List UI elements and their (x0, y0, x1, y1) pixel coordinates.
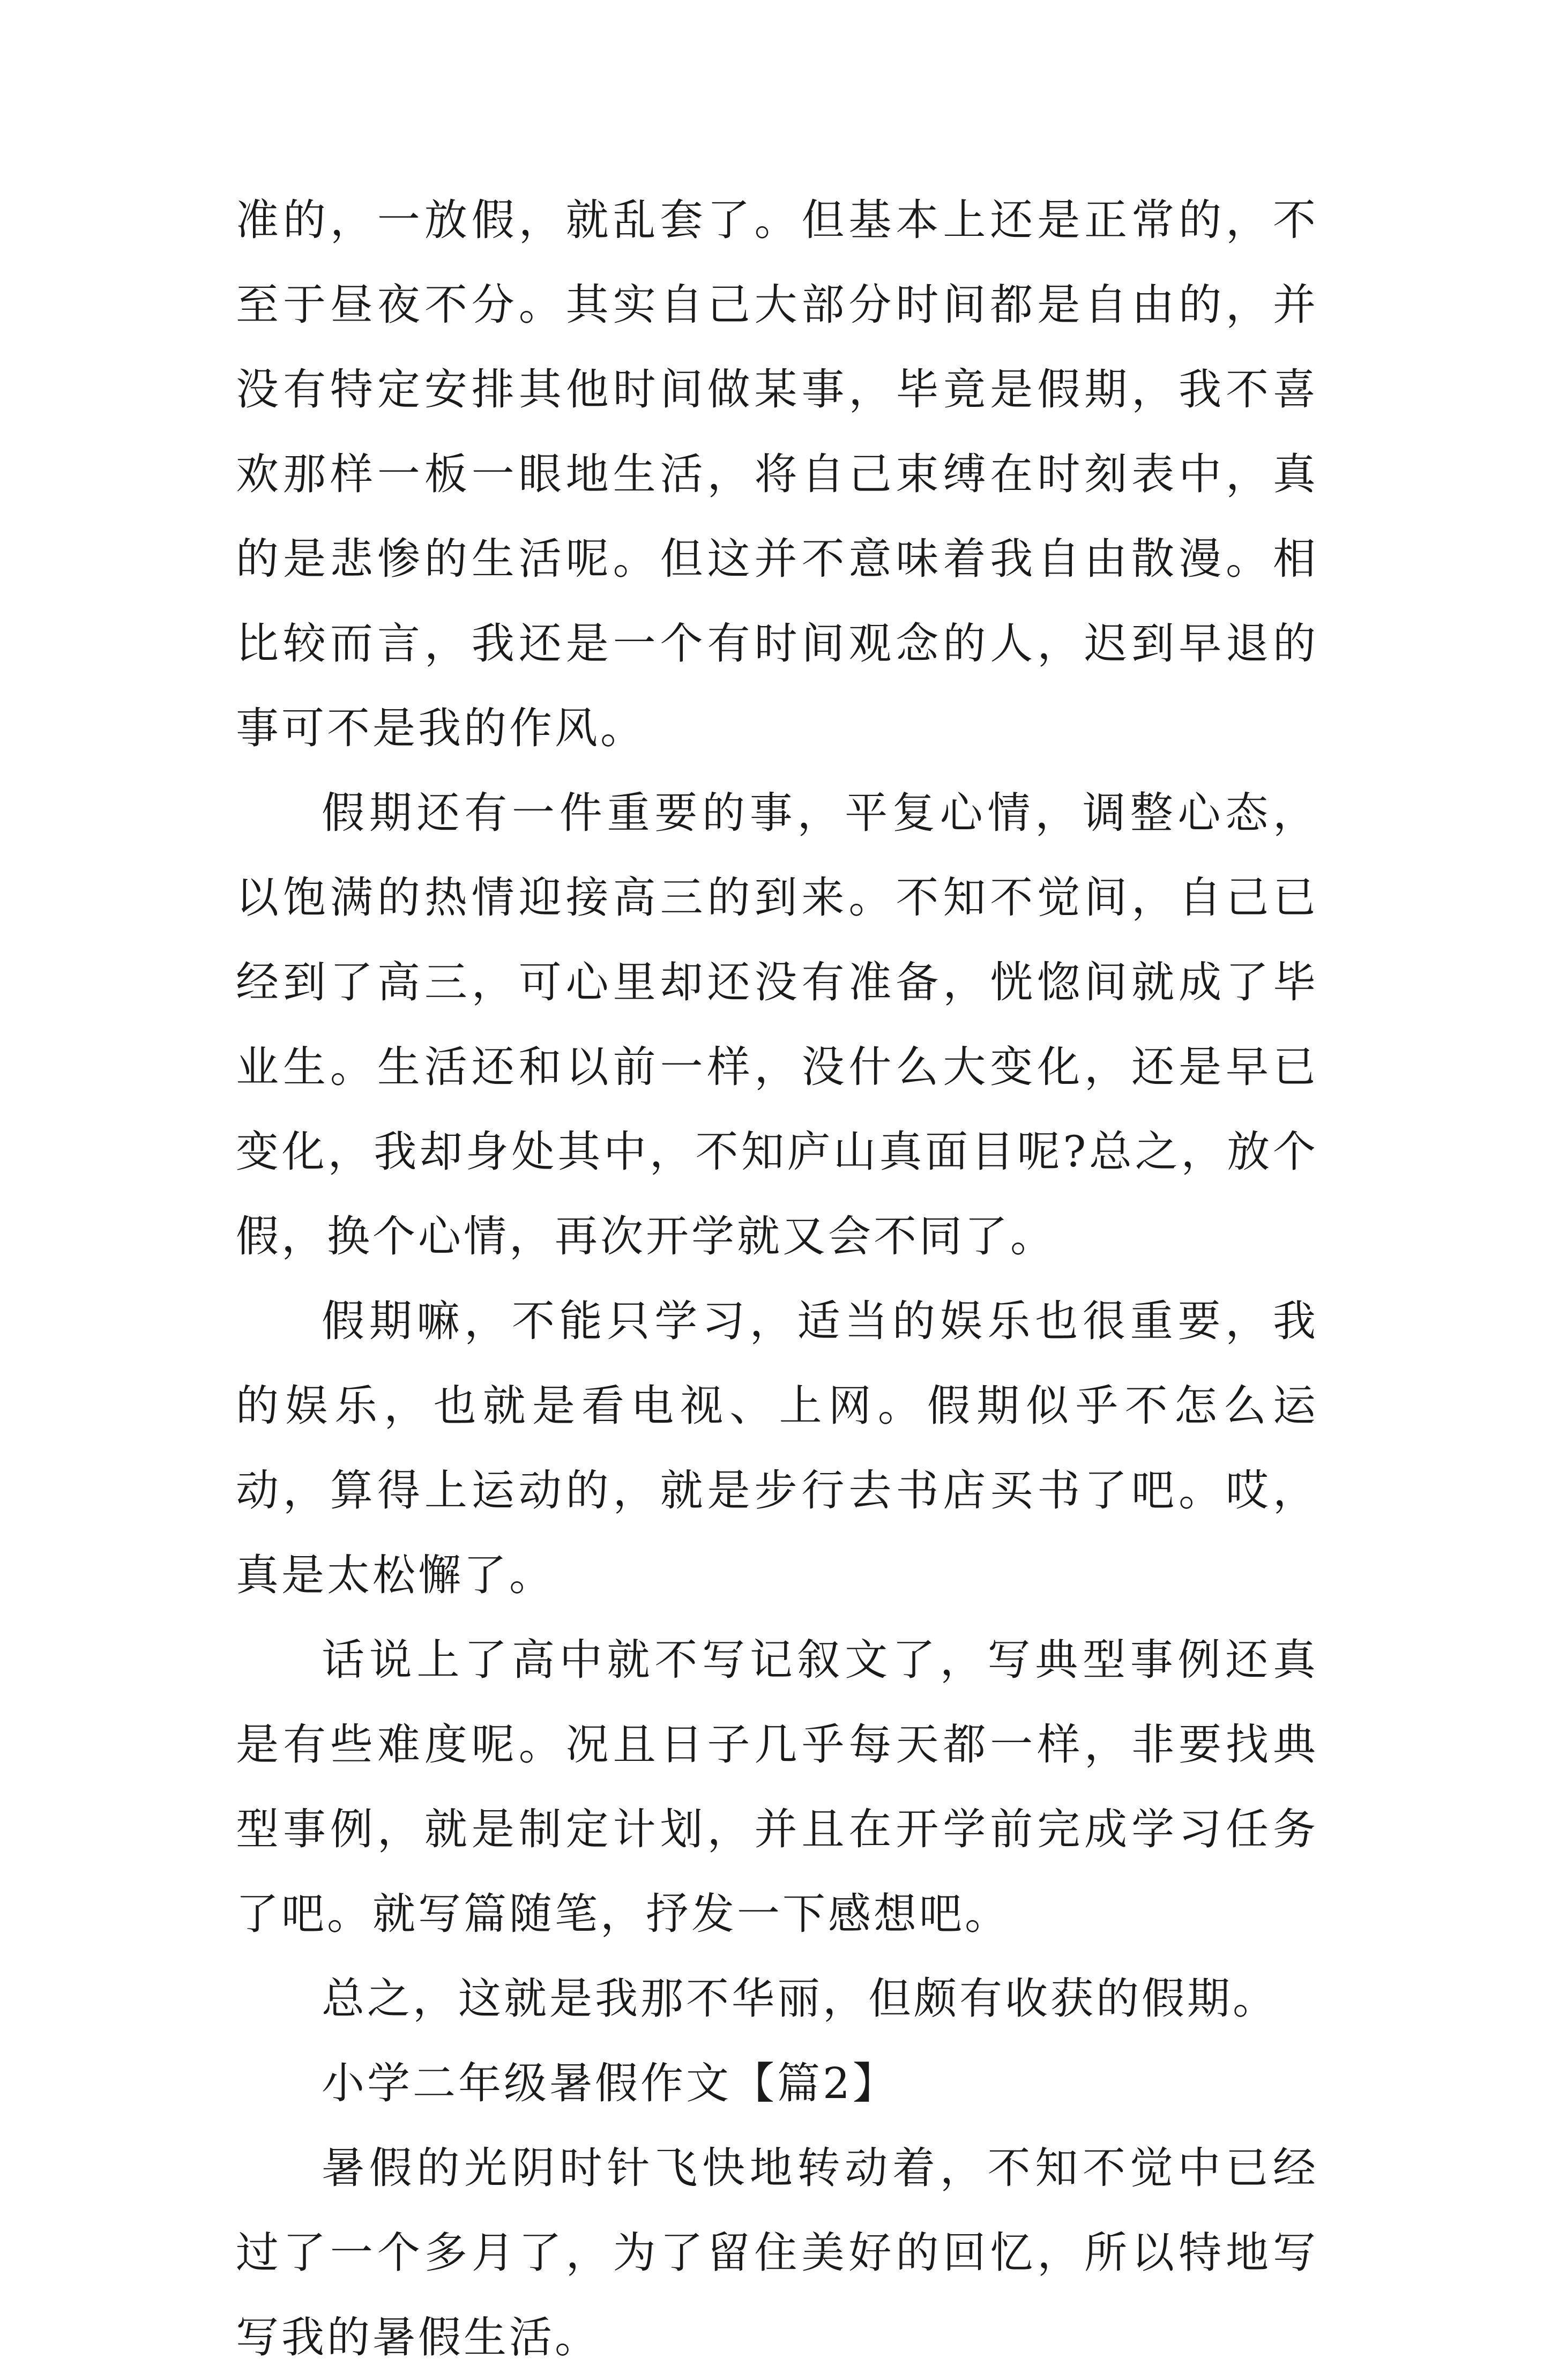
paragraph: 暑假的光阴时针飞快地转动着，不知不觉中已经过了一个多月了，为了留住美好的回忆，所以特地写写我的暑假生活。 (236, 2143, 1318, 2362)
section-heading: 小学二年级暑假作文【篇2】 (322, 2058, 898, 2108)
paragraph: 话说上了高中就不写记叙文了，写典型事例还真是有些难度呢。况且日子几乎每天都一样，非要找典型事例，就是制定计划，并且在开学前完成学习任务了吧。就写篇随笔，抒发一下感想吧。 (236, 1635, 1318, 1939)
paragraph: 假期嘛，不能只学习，适当的娱乐也很重要，我的娱乐，也就是看电视、上网。假期似乎不怎么运动，算得上运动的，就是步行去书店买书了吧。哎，真是太松懈了。 (236, 1296, 1318, 1600)
document-body (236, 178, 1318, 2380)
paragraph: 假期还有一件重要的事，平复心情，调整心态，以饱满的热情迎接高三的到来。不知不觉间，自己已经到了高三，可心里却还没有准备，恍惚间就成了毕业生。生活还和以前一样，没什么大变化，还是早已变化，我却身处其中，不知庐山真面目呢?总之，放个假，换个心情，再次开学就又会不同了。 (236, 788, 1318, 1261)
paragraph-continued: 准的，一放假，就乱套了。但基本上还是正常的，不至于昼夜不分。其实自己大部分时间都是自由的，并没有特定安排其他时间做某事，毕竟是假期，我不喜欢那样一板一眼地生活，将自己束缚在时刻表中，真的是悲惨的生活呢。但这并不意味着我自由散漫。相比较而言，我还是一个有时间观念的人，迟到早退的事可不是我的作风。 (236, 195, 1318, 753)
paragraph: 总之，这就是我那不华丽，但颇有收获的假期。 (322, 1974, 1278, 2024)
